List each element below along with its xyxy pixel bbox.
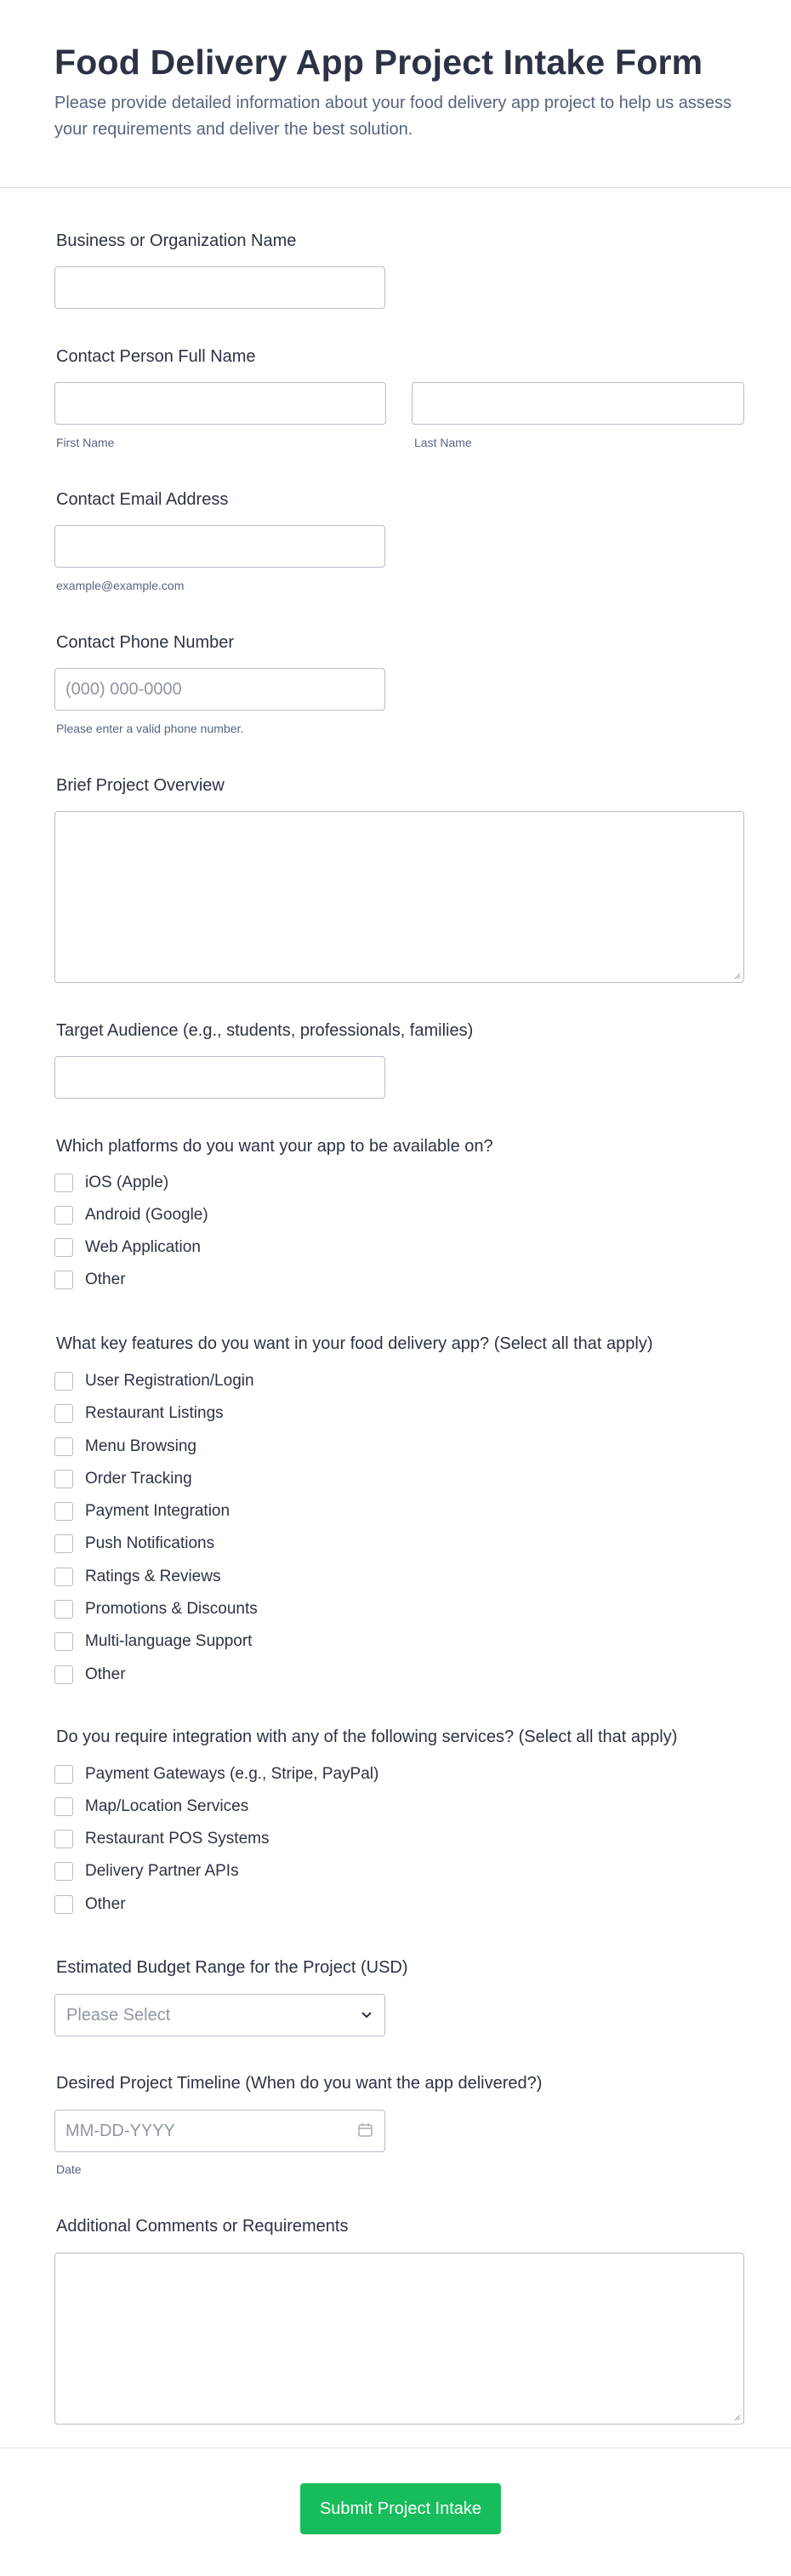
timeline-sublabel: Date bbox=[56, 2162, 82, 2176]
checkbox[interactable] bbox=[54, 1665, 73, 1684]
calendar-icon[interactable] bbox=[356, 2121, 375, 2139]
option-label: User Registration/Login bbox=[85, 1372, 254, 1390]
feature-option[interactable] bbox=[54, 1565, 220, 1589]
option-label: Order Tracking bbox=[85, 1470, 192, 1488]
option-label: Promotions & Discounts bbox=[85, 1600, 258, 1618]
option-label: Payment Gateways (e.g., Stripe, PayPal) bbox=[85, 1765, 379, 1783]
resize-grip-icon[interactable] bbox=[732, 971, 741, 980]
checkbox[interactable] bbox=[54, 1437, 73, 1456]
option-label: Restaurant Listings bbox=[85, 1404, 224, 1422]
checkbox[interactable] bbox=[54, 1830, 73, 1848]
option-label: Other bbox=[85, 1895, 126, 1913]
timeline-date-input[interactable] bbox=[54, 2110, 385, 2152]
overview-textarea-wrap bbox=[54, 811, 744, 983]
features-label: What key features do you want in your food delivery app? (Select all that apply) bbox=[56, 1334, 653, 1353]
checkbox[interactable] bbox=[54, 1502, 73, 1521]
feature-option[interactable] bbox=[54, 1499, 230, 1523]
feature-option[interactable] bbox=[54, 1402, 224, 1425]
feature-option[interactable] bbox=[54, 1369, 254, 1393]
integration-option[interactable] bbox=[54, 1859, 239, 1883]
integration-option[interactable] bbox=[54, 1762, 378, 1786]
integration-option[interactable] bbox=[54, 1893, 126, 1916]
option-label: Other bbox=[85, 1271, 126, 1288]
option-label: iOS (Apple) bbox=[85, 1174, 169, 1191]
checkbox[interactable] bbox=[54, 1797, 73, 1816]
first-name-sublabel: First Name bbox=[56, 436, 115, 449]
audience-input[interactable] bbox=[54, 1056, 385, 1099]
overview-label: Brief Project Overview bbox=[56, 776, 225, 795]
phone-sublabel: Please enter a valid phone number. bbox=[56, 722, 244, 735]
option-label: Android (Google) bbox=[85, 1206, 208, 1224]
business-name-label: Business or Organization Name bbox=[56, 231, 297, 250]
timeline-label: Desired Project Timeline (When do you want the app delivered?) bbox=[56, 2074, 543, 2093]
integrations-label: Do you require integration with any of the following services? (Select all that apply) bbox=[56, 1728, 678, 1746]
option-label: Map/Location Services bbox=[85, 1797, 249, 1815]
option-label: Payment Integration bbox=[85, 1502, 230, 1520]
email-input[interactable] bbox=[54, 525, 385, 568]
audience-label: Target Audience (e.g., students, professionals, families) bbox=[56, 1021, 474, 1040]
comments-textarea[interactable] bbox=[54, 2253, 744, 2425]
platform-option[interactable] bbox=[54, 1268, 126, 1292]
checkbox[interactable] bbox=[54, 1404, 73, 1423]
option-label: Delivery Partner APIs bbox=[85, 1862, 239, 1880]
checkbox[interactable] bbox=[54, 1632, 73, 1651]
budget-selected-value: Please Select bbox=[66, 2006, 171, 2025]
first-name-input[interactable] bbox=[54, 382, 386, 425]
integration-option[interactable] bbox=[54, 1795, 248, 1819]
business-name-input[interactable] bbox=[54, 266, 385, 309]
feature-option[interactable] bbox=[54, 1663, 126, 1687]
timeline-date-wrap bbox=[54, 2110, 385, 2152]
submit-button[interactable]: Submit Project Intake bbox=[300, 2483, 501, 2534]
resize-grip-icon[interactable] bbox=[732, 2413, 741, 2421]
option-label: Other bbox=[85, 1665, 126, 1683]
feature-option[interactable] bbox=[54, 1435, 196, 1459]
email-sublabel: example@example.com bbox=[56, 579, 185, 592]
form-header bbox=[0, 0, 791, 188]
email-label: Contact Email Address bbox=[56, 490, 229, 509]
phone-label: Contact Phone Number bbox=[56, 633, 235, 652]
option-label: Push Notifications bbox=[85, 1534, 215, 1552]
option-label: Ratings & Reviews bbox=[85, 1568, 221, 1585]
integration-option[interactable] bbox=[54, 1827, 269, 1851]
last-name-input[interactable] bbox=[412, 382, 744, 425]
checkbox[interactable] bbox=[54, 1600, 73, 1619]
last-name-sublabel: Last Name bbox=[414, 436, 472, 449]
checkbox[interactable] bbox=[54, 1271, 73, 1289]
checkbox[interactable] bbox=[54, 1568, 73, 1586]
option-label: Web Application bbox=[85, 1238, 201, 1256]
budget-select[interactable] bbox=[54, 1994, 385, 2036]
option-label: Restaurant POS Systems bbox=[85, 1830, 270, 1848]
platform-option[interactable] bbox=[54, 1236, 201, 1259]
feature-option[interactable] bbox=[54, 1467, 192, 1491]
overview-textarea[interactable] bbox=[54, 811, 744, 983]
checkbox[interactable] bbox=[54, 1862, 73, 1881]
budget-label: Estimated Budget Range for the Project (USD) bbox=[56, 1958, 408, 1977]
feature-option[interactable] bbox=[54, 1630, 252, 1654]
checkbox[interactable] bbox=[54, 1174, 73, 1192]
checkbox[interactable] bbox=[54, 1895, 73, 1914]
option-label: Menu Browsing bbox=[85, 1437, 196, 1455]
contact-name-label: Contact Person Full Name bbox=[56, 347, 256, 366]
feature-option[interactable] bbox=[54, 1532, 214, 1556]
checkbox[interactable] bbox=[54, 1206, 73, 1225]
feature-option[interactable] bbox=[54, 1597, 258, 1621]
checkbox[interactable] bbox=[54, 1238, 73, 1257]
form-title: Food Delivery App Project Intake Form bbox=[54, 43, 703, 82]
platform-option[interactable] bbox=[54, 1203, 208, 1227]
option-label: Multi-language Support bbox=[85, 1632, 253, 1650]
platforms-label: Which platforms do you want your app to be available on? bbox=[56, 1137, 493, 1156]
checkbox[interactable] bbox=[54, 1470, 73, 1488]
checkbox[interactable] bbox=[54, 1534, 73, 1553]
form-description: Please provide detailed information about your food delivery app project to help us assess your requirements and deliver the best solution. bbox=[54, 94, 732, 139]
phone-input[interactable] bbox=[54, 668, 385, 711]
checkbox[interactable] bbox=[54, 1372, 73, 1391]
platform-option[interactable] bbox=[54, 1171, 168, 1195]
chevron-down-icon bbox=[361, 2010, 373, 2020]
comments-label: Additional Comments or Requirements bbox=[56, 2217, 349, 2236]
comments-textarea-wrap bbox=[54, 2253, 744, 2425]
checkbox[interactable] bbox=[54, 1765, 73, 1784]
